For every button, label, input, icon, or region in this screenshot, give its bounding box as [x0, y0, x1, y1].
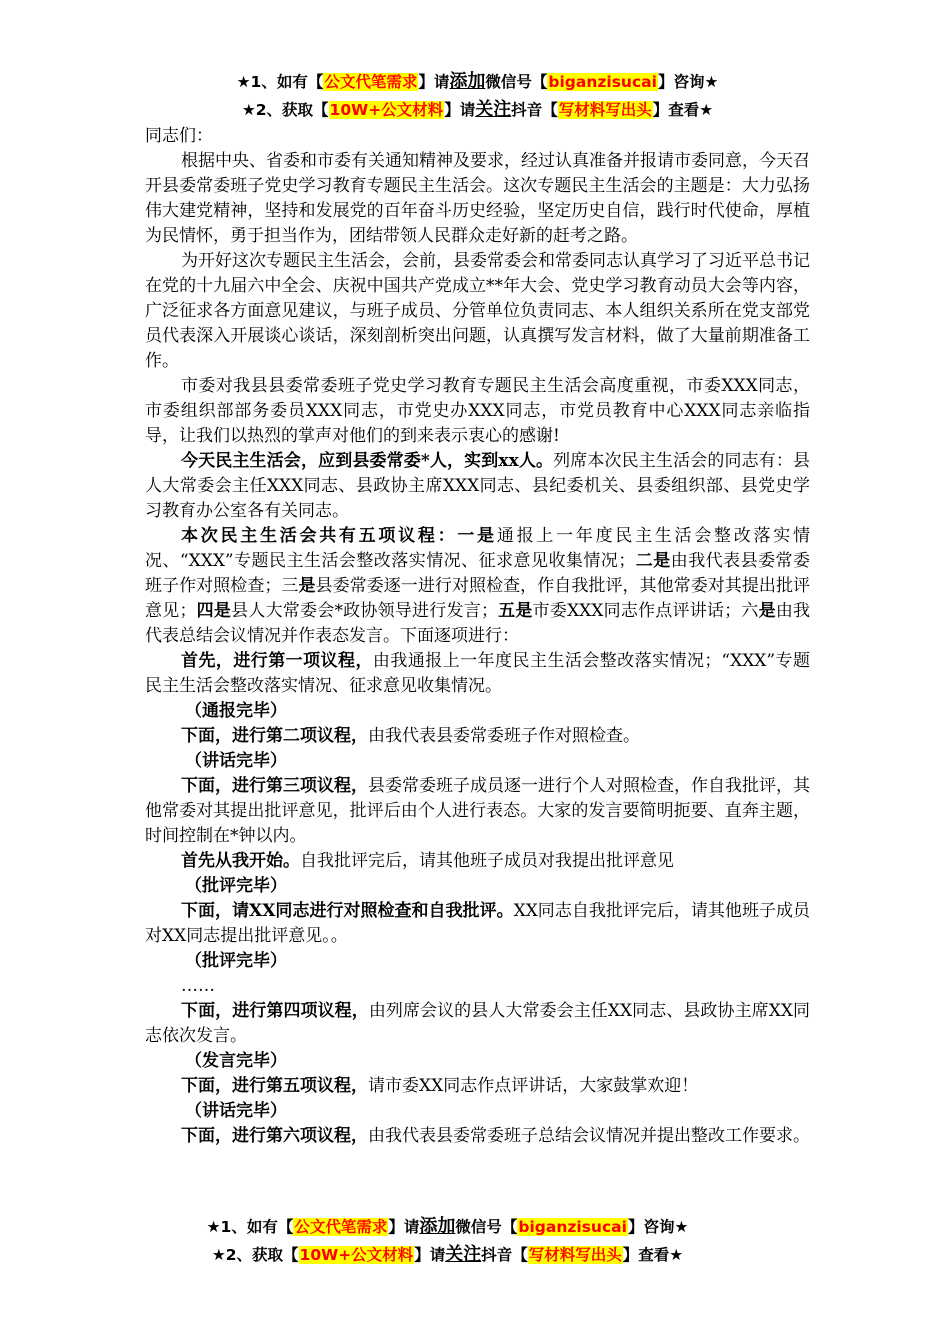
paragraph-xx-critique: 下面，请XX同志进行对照检查和自我批评。XX同志自我批评完后，请其他班子成员对XX同志提出批评意见。。	[145, 901, 810, 946]
paragraph-1: 根据中央、省委和市委有关通知精神及要求，经过认真准备并报请市委同意，今天召开县委常委班子党史学习教育专题民主生活会。这次专题民主生活会的主题是：大力弘扬伟大建党精神，坚持和发展党的百年奋斗历史经验，坚定历史自信，践行时代使命，厚植为民情怀，勇于担当作为，团结带领人民群众走好新的赶考之路。	[145, 151, 810, 246]
paragraph-item-2: 下面，进行第二项议程，由我代表县委常委班子作对照检查。	[181, 726, 640, 746]
paragraph-item-4: 下面，进行第四项议程，由列席会议的县人大常委会主任XX同志、县政协主席XX同志依次发言。	[145, 1001, 810, 1046]
paragraph-2: 为开好这次专题民主生活会，会前，县委常委会和常委同志认真学习了习近平总书记在党的十九届六中全会、庆祝中国共产党成立**年大会、党史学习教育动员大会等内容，广泛征求各方面意见建议，与班子成员、分管单位负责同志、本人组织关系所在党支部党员代表深入开展谈心谈话，深刻剖析突出问题，认真撰写发言材料，做了大量前期准备工作。	[145, 251, 810, 371]
caption-2: （讲话完毕）	[185, 751, 287, 771]
document-page	[145, 68, 810, 1149]
paragraph-self-critique: 首先从我开始。自我批评完后，请其他班子成员对我提出批评意见	[181, 851, 674, 871]
banner-line-2: ★2、获取【10W+公文材料】请关注抖音【写材料写出头】查看★	[211, 1244, 684, 1265]
banner-line-1: ★1、如有【公文代笔需求】请添加微信号【biganzisucai】咨询★	[206, 1216, 689, 1237]
caption-6: （讲话完毕）	[185, 1101, 287, 1121]
banner-line-1: ★1、如有【公文代笔需求】请添加微信号【biganzisucai】咨询★	[236, 71, 719, 92]
paragraph-4: 今天民主生活会，应到县委常委*人，实到xx人。列席本次民主生活会的同志有：县人大常委会主任XXX同志、县政协主席XXX同志、县纪委机关、县委组织部、县党史学习教育办公室各有关同志。	[145, 451, 811, 521]
paragraph-3: 市委对我县县委常委班子党史学习教育专题民主生活会高度重视，市委XXX同志，市委组织部部务委员XXX同志，市党史办XXX同志，市党员教育中心XXX同志亲临指导，让我们以热烈的掌声对他们的到来表示衷心的感谢!	[145, 376, 810, 446]
paragraph-item-6: 下面，进行第六项议程，由我代表县委常委班子总结会议情况并提出整改工作要求。	[181, 1126, 810, 1146]
caption-5: （发言完毕）	[185, 1051, 287, 1071]
bottom-banner	[85, 1213, 810, 1269]
greeting: 同志们：	[145, 126, 213, 146]
paragraph-item-5: 下面，进行第五项议程，请市委XX同志作点评讲话，大家鼓掌欢迎！	[181, 1076, 699, 1096]
top-banner	[115, 68, 840, 124]
caption-4: （批评完毕）	[185, 951, 287, 971]
paragraph-agenda: 本次民主生活会共有五项议程：一是通报上一年度民主生活会整改落实情况、“XXX”专题民主生活会整改落实情况、征求意见收集情况；二是由我代表县委常委班子作对照检查；三是县委常委逐一进行对照检查，作自我批评，其他常委对其提出批评意见；四是县人大常委会*政协领导进行发言；五是市委XXX同志作点评讲话；六是由我代表总结会议情况并作表态发言。下面逐项进行：	[145, 526, 811, 646]
ellipsis: ……	[181, 976, 215, 996]
banner-line-2: ★2、获取【10W+公文材料】请关注抖音【写材料写出头】查看★	[241, 99, 714, 120]
paragraph-item-1: 首先，进行第一项议程，由我通报上一年度民主生活会整改落实情况；“XXX”专题民主生活会整改落实情况、征求意见收集情况。	[145, 651, 810, 696]
caption-1: （通报完毕）	[185, 701, 287, 721]
caption-3: （批评完毕）	[185, 876, 287, 896]
paragraph-item-3: 下面，进行第三项议程，县委常委班子成员逐一进行个人对照检查，作自我批评，其他常委对其提出批评意见，批评后由个人进行表态。大家的发言要简明扼要、直奔主题，时间控制在*钟以内。	[145, 776, 810, 846]
